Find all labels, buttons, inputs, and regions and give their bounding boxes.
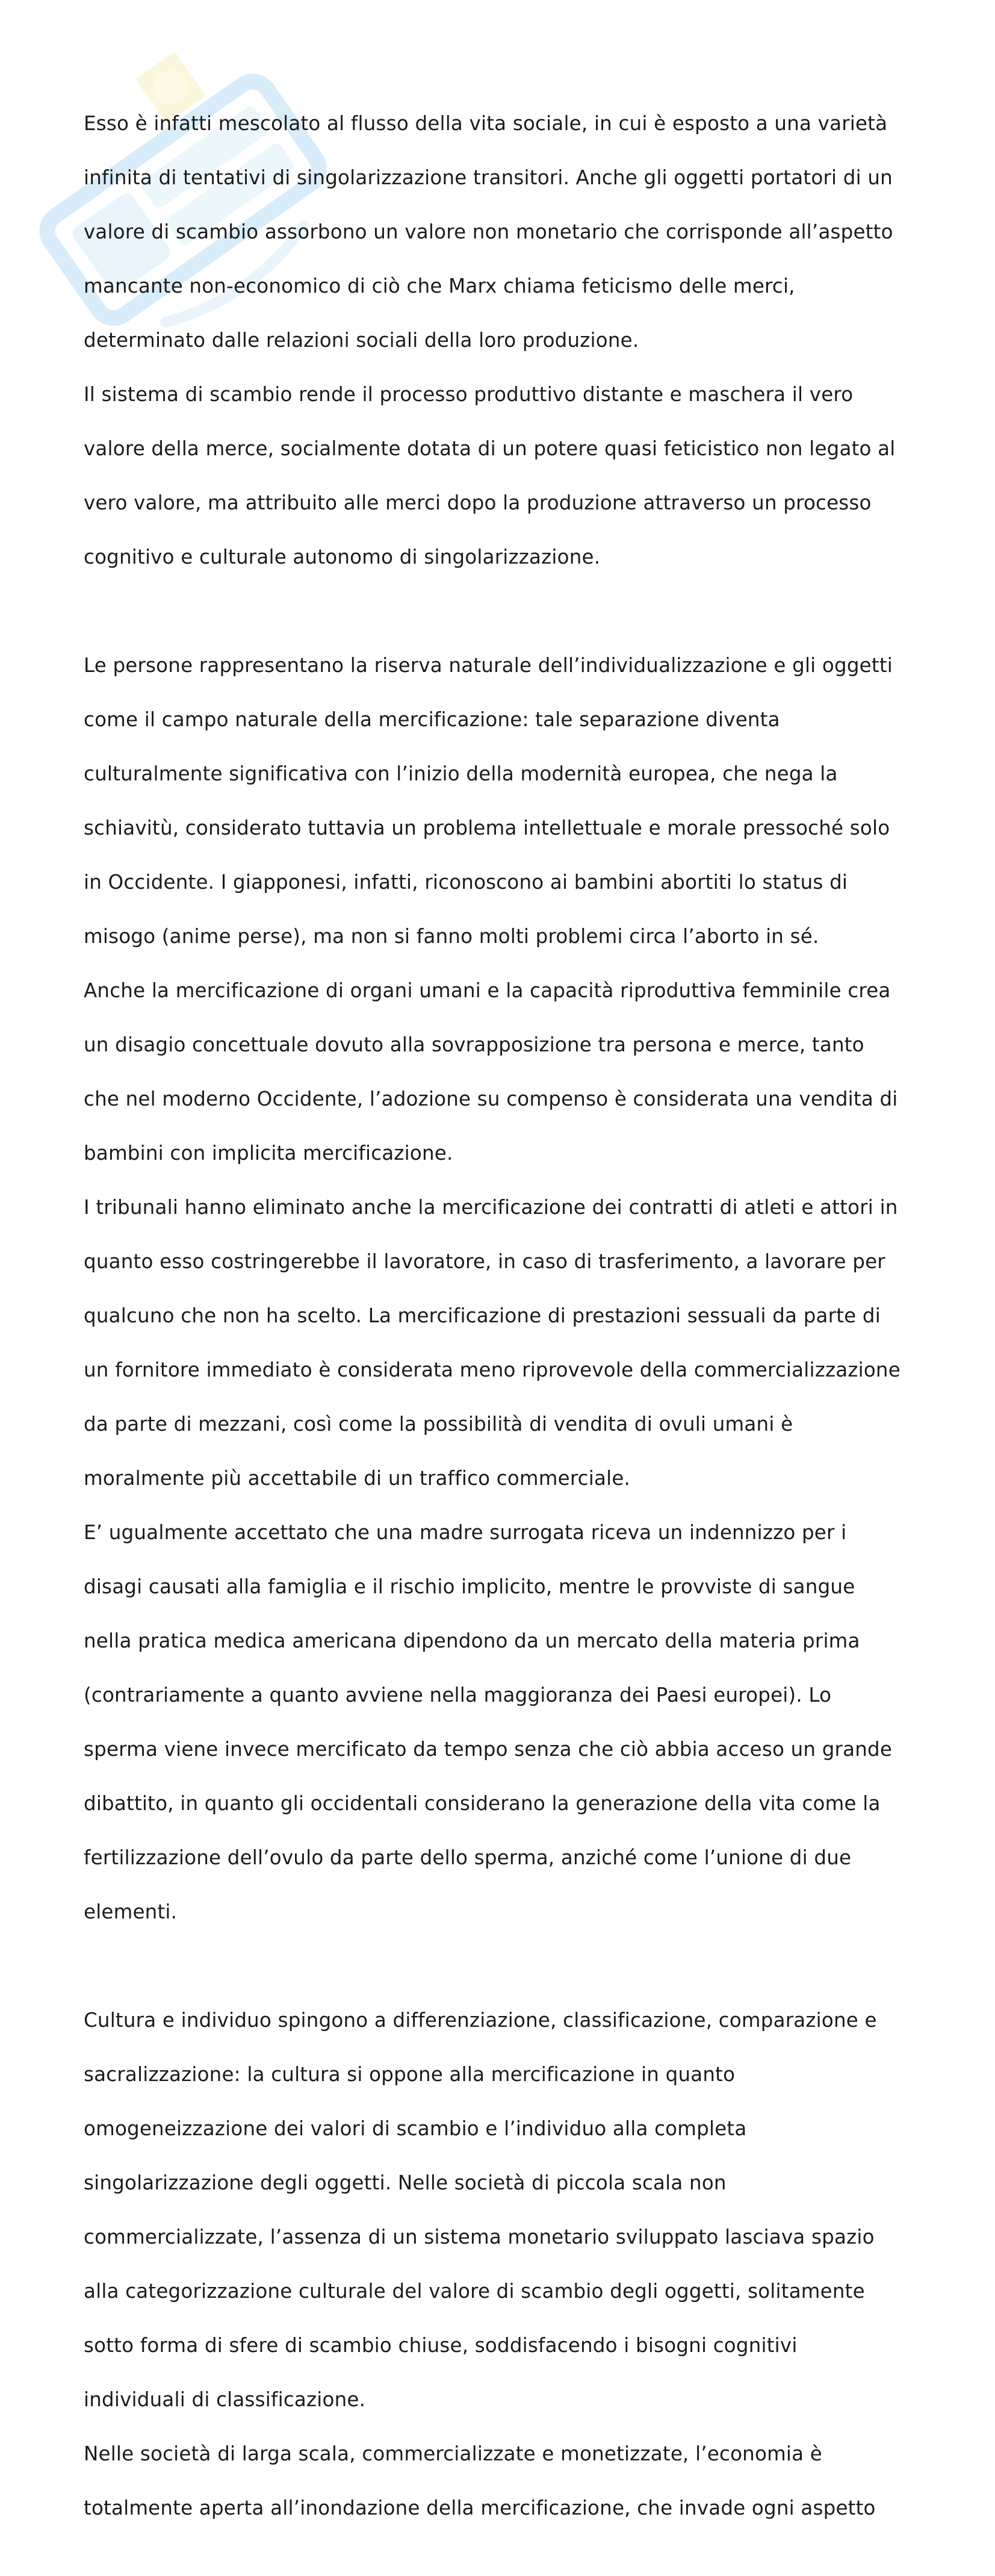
text-line: Nelle società di larga scala, commercializzate e monetizzate, l’economia è [84,2442,822,2465]
text-line: determinato dalle relazioni sociali della loro produzione. [84,329,639,352]
text-line: moralmente più accettabile di un traffico commerciale. [84,1467,631,1490]
text-line: valore di scambio assorbono un valore non monetario che corrisponde all’aspetto [84,220,893,243]
paragraph-2 [84,625,926,1953]
text-line: vero valore, ma attribuito alle merci dopo la produzione attraverso un processo [84,491,872,514]
text-line: singolarizzazione degli oggetti. Nelle società di piccola scala non [84,2171,727,2194]
text-line: E’ ugualmente accettato che una madre surrogata riceva un indennizzo per i [84,1521,847,1544]
text-line: I tribunali hanno eliminato anche la mercificazione dei contratti di atleti e attori in [84,1196,898,1219]
text-line: individuali di classificazione. [84,2388,366,2411]
text-line: schiavitù, considerato tuttavia un problema intellettuale e morale pressoché solo [84,817,890,839]
text-line: omogeneizzazione dei valori di scambio e l’individuo alla completa [84,2117,747,2140]
text-line: mancante non-economico di ciò che Marx chiama feticismo delle merci, [84,275,795,297]
text-line: che nel moderno Occidente, l’adozione su compenso è considerata una vendita di [84,1087,898,1110]
text-line: come il campo naturale della mercificazione: tale separazione diventa [84,708,780,731]
text-line: un disagio concettuale dovuto alla sovrapposizione tra persona e merce, tanto [84,1033,864,1056]
text-line: misogo (anime perse), ma non si fanno molti problemi circa l’aborto in sé. [84,925,819,948]
text-line: un fornitore immediato è considerata meno riprovevole della commercializzazione [84,1358,900,1381]
text-line: culturalmente significativa con l’inizio della modernità europea, che nega la [84,762,838,785]
text-line: commercializzate, l’assenza di un sistema monetario sviluppato lasciava spazio [84,2226,875,2248]
text-line: dibattito, in quanto gli occidentali considerano la generazione della vita come la [84,1792,881,1815]
text-line: sperma viene invece mercificato da tempo senza che ciò abbia acceso un grande [84,1738,893,1761]
text-line: valore della merce, socialmente dotata di un potere quasi feticistico non legato al [84,437,896,460]
text-line: qualcuno che non ha scelto. La mercificazione di prestazioni sessuali da parte di [84,1304,881,1327]
text-line: disagi causati alla famiglia e il rischio implicito, mentre le provviste di sangue [84,1575,855,1598]
text-line: sotto forma di sfere di scambio chiuse, soddisfacendo i bisogni cognitivi [84,2334,798,2357]
text-line: infinita di tentativi di singolarizzazione transitori. Anche gli oggetti portatori di un [84,166,893,189]
text-line: totalmente aperta all’inondazione della mercificazione, che invade ogni aspetto [84,2497,876,2519]
text-line: sacralizzazione: la cultura si oppone alla mercificazione in quanto [84,2063,736,2086]
text-line: alla categorizzazione culturale del valore di scambio degli oggetti, solitamente [84,2280,865,2303]
text-line: elementi. [84,1900,178,1923]
text-line: Cultura e individuo spingono a differenziazione, classificazione, comparazione e [84,2009,877,2032]
text-line: in Occidente. I giapponesi, infatti, riconoscono ai bambini abortiti lo status di [84,871,848,894]
text-line: Il sistema di scambio rende il processo produttivo distante e maschera il vero [84,383,854,406]
text-line: quanto esso costringerebbe il lavoratore, in caso di trasferimento, a lavorare per [84,1250,885,1273]
text-line: Le persone rappresentano la riserva naturale dell’individualizzazione e gli oggetti [84,654,893,677]
document-body [84,83,926,2576]
text-line: fertilizzazione dell’ovulo da parte dello sperma, anziché come l’unione di due [84,1846,852,1869]
text-line: cognitivo e culturale autonomo di singolarizzazione. [84,546,601,568]
paragraph-1 [84,83,926,598]
text-line: Anche la mercificazione di organi umani e la capacità riproduttiva femminile crea [84,979,891,1002]
text-line: bambini con implicita mercificazione. [84,1142,453,1165]
text-line: (contrariamente a quanto avviene nella maggioranza dei Paesi europei). Lo [84,1684,832,1706]
text-line: Esso è infatti mescolato al flusso della vita sociale, in cui è esposto a una varietà [84,112,888,135]
paragraph-3 [84,1980,926,2549]
text-line: da parte di mezzani, così come la possibilità di vendita di ovuli umani è [84,1413,793,1436]
text-line: nella pratica medica americana dipendono da un mercato della materia prima [84,1629,860,1652]
